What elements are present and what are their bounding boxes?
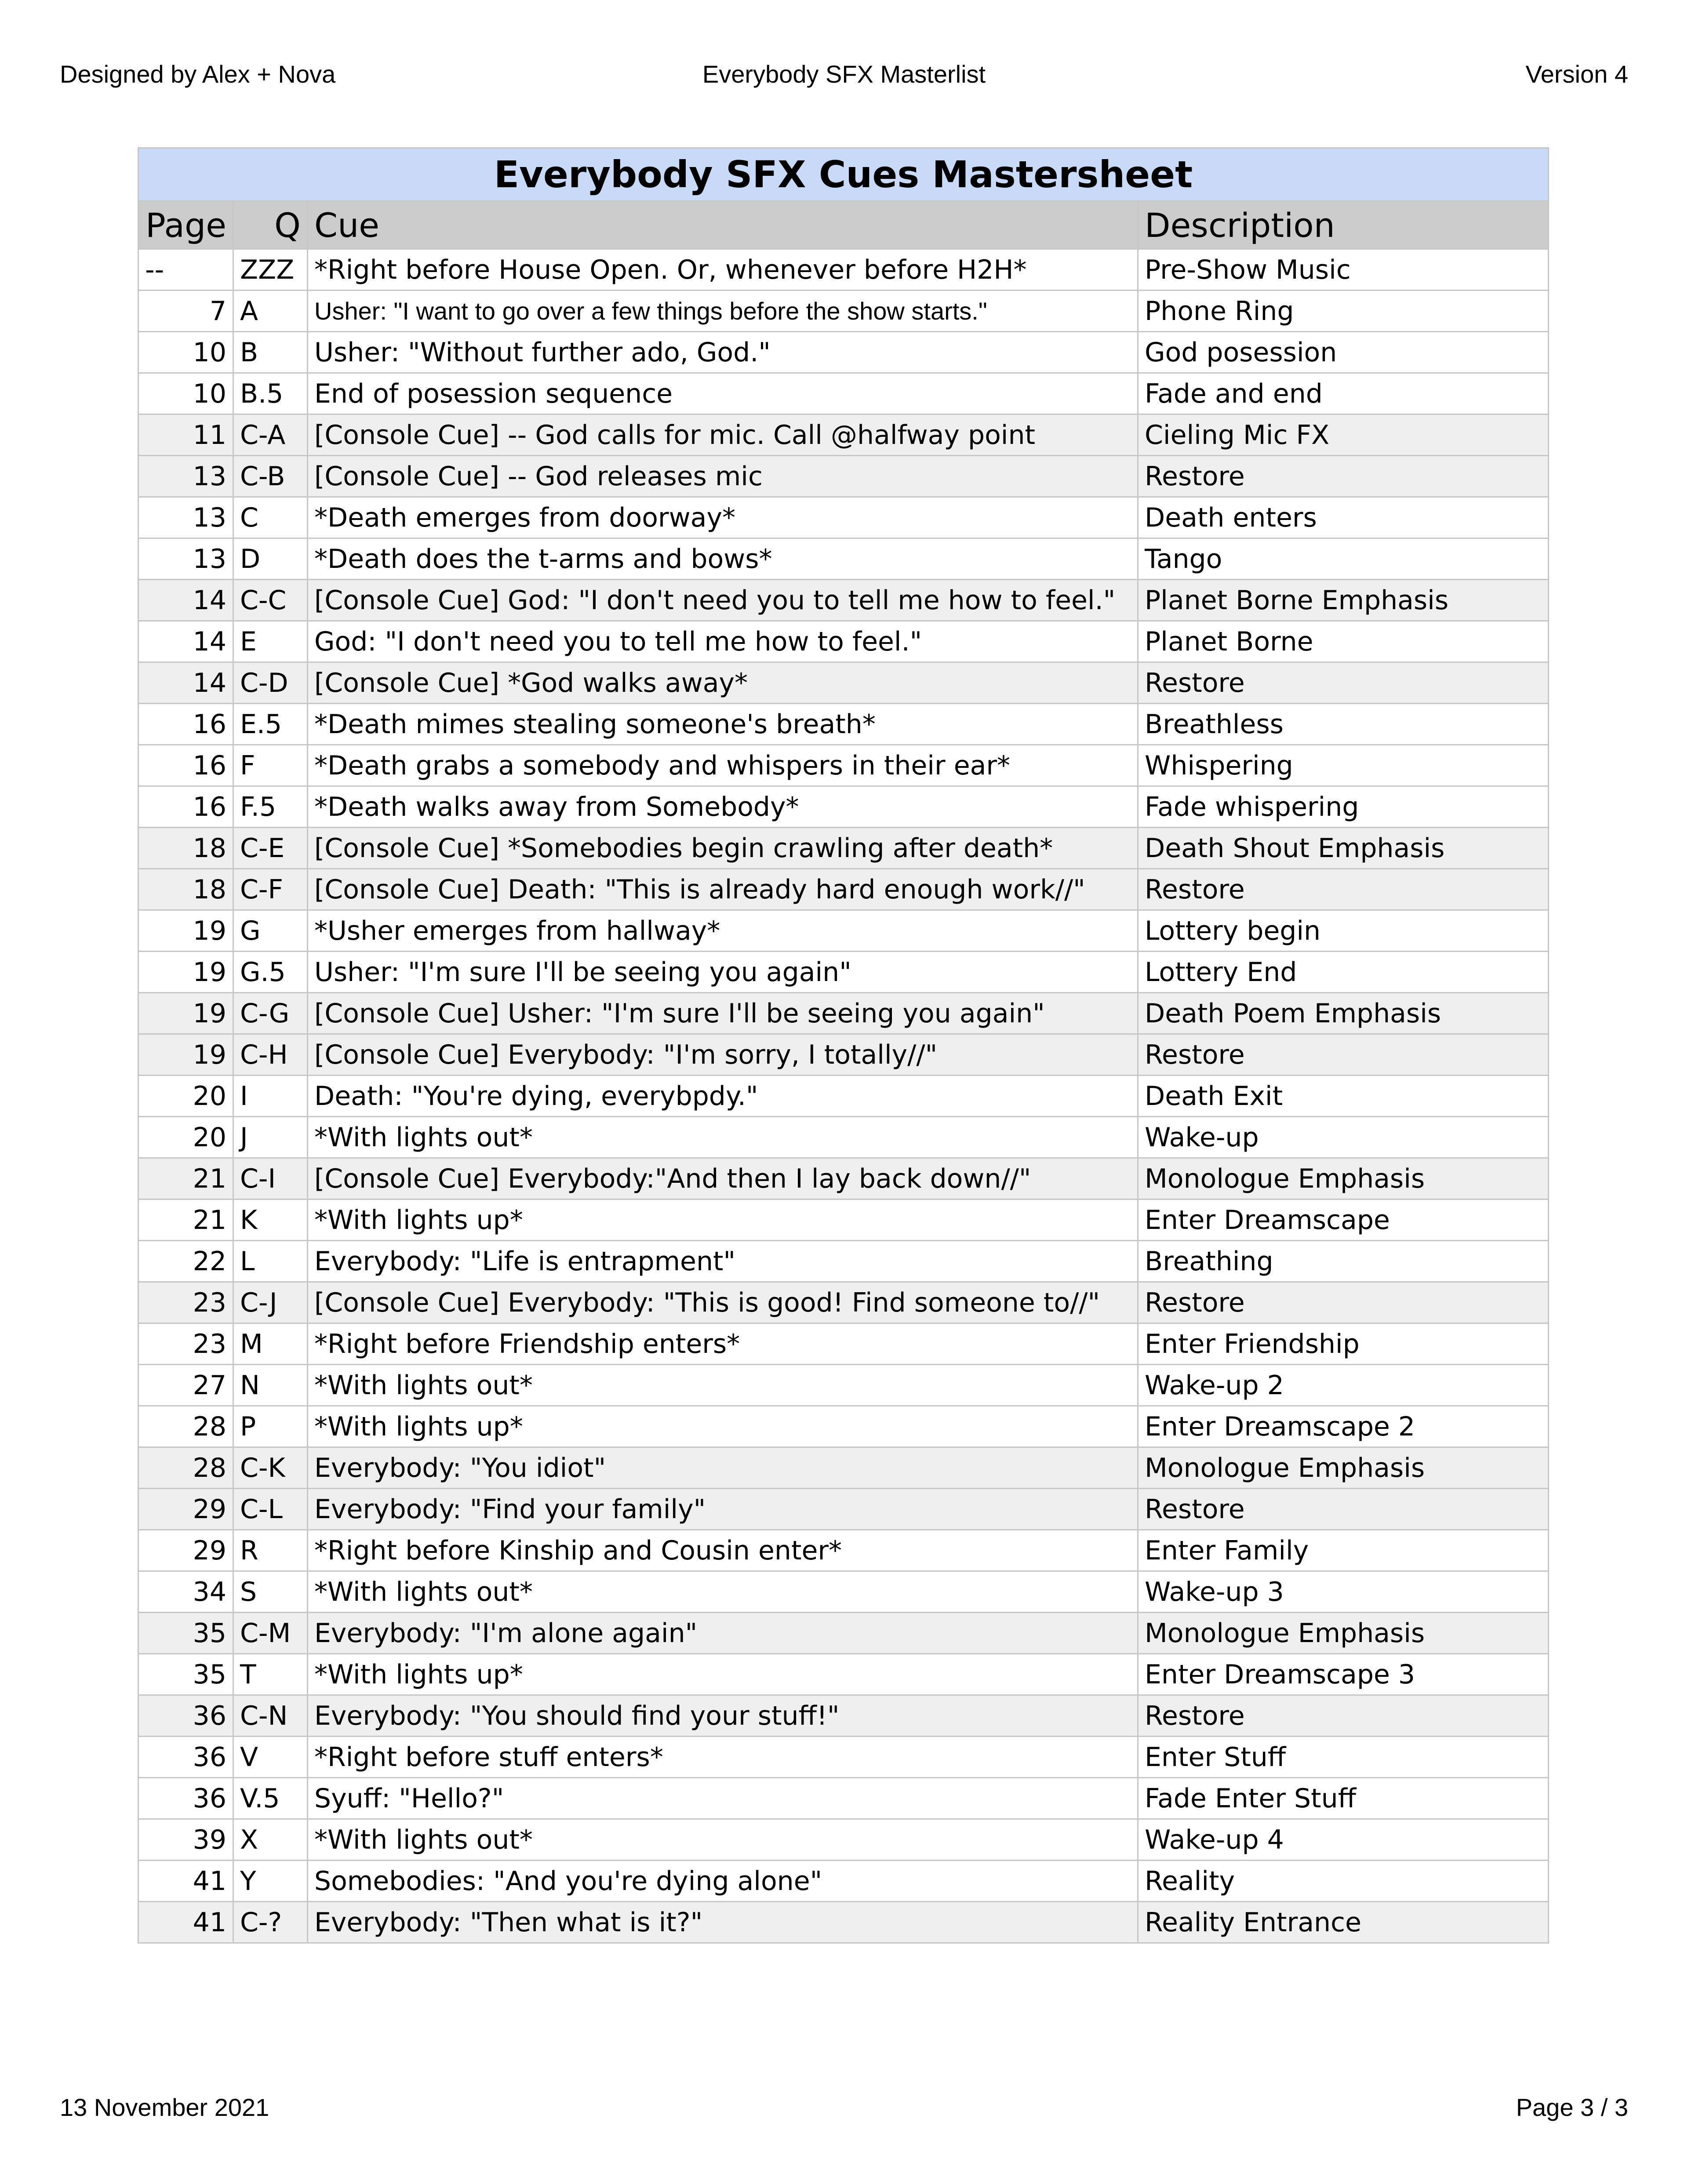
cell-cue: *Usher emerges from hallway* [308,910,1138,952]
cell-cue: *Death mimes stealing someone's breath* [308,704,1138,745]
cell-description: Breathless [1138,704,1549,745]
table-row [138,1737,1549,1778]
cell-description: Restore [1138,869,1549,910]
cell-q: Y [233,1861,308,1902]
cell-q: N [233,1365,308,1406]
table-row [138,1323,1549,1365]
table-row [138,952,1549,993]
table-row [138,662,1549,704]
cell-cue: Usher: "Without further ado, God." [308,332,1138,373]
table-row [138,456,1549,497]
cell-cue: Everybody: "Find your family" [308,1489,1138,1530]
cell-page: 20 [138,1076,233,1117]
cell-description: Breathing [1138,1241,1549,1282]
table-row [138,745,1549,786]
table-row [138,1778,1549,1819]
cell-page: 41 [138,1902,233,1943]
table-row [138,497,1549,538]
table-title: Everybody SFX Cues Mastersheet [138,148,1549,201]
cell-q: C-? [233,1902,308,1943]
cell-description: Tango [1138,538,1549,580]
cell-cue: *Death grabs a somebody and whispers in their ear* [308,745,1138,786]
cell-page: 28 [138,1406,233,1447]
cell-q: E.5 [233,704,308,745]
cell-cue: Everybody: "You should find your stuff!" [308,1695,1138,1737]
table-title-row [138,148,1549,201]
cell-q: F [233,745,308,786]
cell-description: Death enters [1138,497,1549,538]
cell-cue: Somebodies: "And you're dying alone" [308,1861,1138,1902]
cell-description: Restore [1138,1695,1549,1737]
cell-q: A [233,291,308,332]
cell-page: 18 [138,828,233,869]
cell-description: Reality Entrance [1138,1902,1549,1943]
table-row [138,1117,1549,1158]
cell-page: -- [138,249,233,291]
cell-cue: *With lights out* [308,1117,1138,1158]
cell-description: Monologue Emphasis [1138,1158,1549,1199]
cell-description: Restore [1138,1282,1549,1323]
cell-cue: *Death walks away from Somebody* [308,786,1138,828]
footer-page-number: Page 3 / 3 [1516,2093,1628,2121]
cell-q: V [233,1737,308,1778]
cell-q: C-H [233,1034,308,1076]
cell-page: 36 [138,1737,233,1778]
cell-q: C-L [233,1489,308,1530]
cell-cue: Everybody: "I'm alone again" [308,1613,1138,1654]
cell-q: B [233,332,308,373]
table-row [138,621,1549,662]
table-row [138,704,1549,745]
cell-q: D [233,538,308,580]
cell-cue: [Console Cue] Everybody: "I'm sorry, I totally//" [308,1034,1138,1076]
cell-description: Restore [1138,1489,1549,1530]
cell-description: Enter Stuff [1138,1737,1549,1778]
table-row [138,332,1549,373]
cell-cue: [Console Cue] God: "I don't need you to tell me how to feel." [308,580,1138,621]
cell-page: 19 [138,952,233,993]
cell-page: 27 [138,1365,233,1406]
cell-description: Death Poem Emphasis [1138,993,1549,1034]
cell-description: Whispering [1138,745,1549,786]
table-row [138,1489,1549,1530]
table-header-row [138,201,1549,249]
cell-cue: *Death does the t-arms and bows* [308,538,1138,580]
table-row [138,1902,1549,1943]
cell-cue: *With lights up* [308,1406,1138,1447]
cell-page: 19 [138,993,233,1034]
cell-page: 21 [138,1158,233,1199]
cell-description: Death Shout Emphasis [1138,828,1549,869]
cell-q: E [233,621,308,662]
cell-cue: [Console Cue] -- God calls for mic. Call @halfway point [308,414,1138,456]
cell-cue: [Console Cue] Everybody: "This is good! Find someone to//" [308,1282,1138,1323]
cell-description: Fade Enter Stuff [1138,1778,1549,1819]
cell-cue: Everybody: "Then what is it?" [308,1902,1138,1943]
cell-page: 28 [138,1447,233,1489]
cell-q: K [233,1199,308,1241]
cell-q: C-E [233,828,308,869]
cell-cue: Usher: "I'm sure I'll be seeing you again" [308,952,1138,993]
cell-page: 19 [138,910,233,952]
cell-q: C-D [233,662,308,704]
cell-page: 10 [138,373,233,414]
table-row [138,1695,1549,1737]
cell-page: 36 [138,1695,233,1737]
cell-q: C-K [233,1447,308,1489]
table-row [138,1571,1549,1613]
cell-q: C-N [233,1695,308,1737]
cell-page: 14 [138,662,233,704]
cell-q: C-M [233,1613,308,1654]
cell-page: 35 [138,1613,233,1654]
cell-page: 35 [138,1654,233,1695]
table-row [138,580,1549,621]
cell-page: 36 [138,1778,233,1819]
cell-cue: Usher: "I want to go over a few things before the show starts." [308,291,1138,332]
cell-description: Pre-Show Music [1138,249,1549,291]
cell-page: 39 [138,1819,233,1861]
cell-page: 16 [138,704,233,745]
cell-cue: [Console Cue] -- God releases mic [308,456,1138,497]
cell-description: Restore [1138,456,1549,497]
column-header-cue: Cue [308,201,1138,249]
cell-q: V.5 [233,1778,308,1819]
cell-cue: *With lights out* [308,1365,1138,1406]
table-row [138,1034,1549,1076]
table-row [138,1447,1549,1489]
cell-q: C-G [233,993,308,1034]
table-row [138,1819,1549,1861]
cell-cue: [Console Cue] Death: "This is already hard enough work//" [308,869,1138,910]
cell-page: 29 [138,1530,233,1571]
cell-page: 34 [138,1571,233,1613]
table-row [138,1654,1549,1695]
cell-cue: *With lights out* [308,1819,1138,1861]
cell-page: 20 [138,1117,233,1158]
cell-page: 13 [138,538,233,580]
cell-page: 21 [138,1199,233,1241]
cell-q: C-J [233,1282,308,1323]
cell-page: 13 [138,497,233,538]
cell-cue: [Console Cue] *Somebodies begin crawling after death* [308,828,1138,869]
column-header-q: Q [233,201,308,249]
cell-description: Restore [1138,662,1549,704]
footer-date: 13 November 2021 [60,2093,269,2121]
table-row [138,1365,1549,1406]
table-row [138,910,1549,952]
table-row [138,1406,1549,1447]
cell-page: 10 [138,332,233,373]
cue-table [138,147,1549,1944]
cell-description: Wake-up 2 [1138,1365,1549,1406]
cell-cue: Death: "You're dying, everybpdy." [308,1076,1138,1117]
cell-page: 41 [138,1861,233,1902]
cell-description: Planet Borne [1138,621,1549,662]
cell-cue: *Right before Friendship enters* [308,1323,1138,1365]
cell-description: Monologue Emphasis [1138,1613,1549,1654]
cell-cue: [Console Cue] Usher: "I'm sure I'll be seeing you again" [308,993,1138,1034]
cell-q: X [233,1819,308,1861]
table-row [138,786,1549,828]
column-header-description: Description [1138,201,1549,249]
table-row [138,1158,1549,1199]
cell-description: Death Exit [1138,1076,1549,1117]
cell-page: 14 [138,621,233,662]
cell-description: Wake-up 3 [1138,1571,1549,1613]
table-row [138,1282,1549,1323]
cell-description: Fade whispering [1138,786,1549,828]
cell-q: G [233,910,308,952]
table-row [138,414,1549,456]
cell-cue: *With lights out* [308,1571,1138,1613]
cell-cue: *Right before stuff enters* [308,1737,1138,1778]
cell-q: J [233,1117,308,1158]
table-row [138,1530,1549,1571]
table-row [138,828,1549,869]
cell-description: God posession [1138,332,1549,373]
cell-description: Monologue Emphasis [1138,1447,1549,1489]
table-row [138,869,1549,910]
cell-q: P [233,1406,308,1447]
cell-q: I [233,1076,308,1117]
table-row [138,1076,1549,1117]
table-row [138,1241,1549,1282]
header-version: Version 4 [1525,60,1628,88]
table-body [138,249,1549,1943]
cell-cue: Syuff: "Hello?" [308,1778,1138,1819]
cell-cue: *Right before Kinship and Cousin enter* [308,1530,1138,1571]
cell-cue: Everybody: "You idiot" [308,1447,1138,1489]
cell-description: Lottery begin [1138,910,1549,952]
cell-q: C-B [233,456,308,497]
cell-description: Enter Dreamscape 3 [1138,1654,1549,1695]
cell-cue: *Death emerges from doorway* [308,497,1138,538]
cell-description: Enter Dreamscape 2 [1138,1406,1549,1447]
cell-page: 16 [138,786,233,828]
cell-q: C-I [233,1158,308,1199]
cell-q: C-F [233,869,308,910]
cell-page: 18 [138,869,233,910]
cell-description: Enter Dreamscape [1138,1199,1549,1241]
cell-page: 13 [138,456,233,497]
cell-description: Enter Family [1138,1530,1549,1571]
table-row [138,1861,1549,1902]
cell-description: Fade and end [1138,373,1549,414]
cell-cue: Everybody: "Life is entrapment" [308,1241,1138,1282]
cell-q: G.5 [233,952,308,993]
cell-description: Phone Ring [1138,291,1549,332]
table-row [138,538,1549,580]
cell-description: Reality [1138,1861,1549,1902]
cell-page: 23 [138,1323,233,1365]
cell-q: F.5 [233,786,308,828]
table-row [138,1613,1549,1654]
cell-q: ZZZ [233,249,308,291]
cell-cue: [Console Cue] Everybody:"And then I lay back down//" [308,1158,1138,1199]
cell-q: R [233,1530,308,1571]
cell-page: 19 [138,1034,233,1076]
cell-cue: God: "I don't need you to tell me how to feel." [308,621,1138,662]
cell-page: 23 [138,1282,233,1323]
cell-cue: *With lights up* [308,1199,1138,1241]
cell-q: S [233,1571,308,1613]
cell-description: Lottery End [1138,952,1549,993]
table-row [138,249,1549,291]
cell-cue: *With lights up* [308,1654,1138,1695]
header-designer: Designed by Alex + Nova [60,60,336,88]
cell-cue: *Right before House Open. Or, whenever before H2H* [308,249,1138,291]
cell-page: 22 [138,1241,233,1282]
cell-cue: End of posession sequence [308,373,1138,414]
page-header [60,60,1628,91]
cell-q: B.5 [233,373,308,414]
table-row [138,993,1549,1034]
cell-description: Wake-up [1138,1117,1549,1158]
column-header-page: Page [138,201,233,249]
cell-description: Planet Borne Emphasis [1138,580,1549,621]
cell-q: C-A [233,414,308,456]
cell-page: 11 [138,414,233,456]
page-footer [60,2093,1628,2124]
cell-q: L [233,1241,308,1282]
cell-page: 29 [138,1489,233,1530]
cell-page: 14 [138,580,233,621]
header-document-title: Everybody SFX Masterlist [702,60,986,88]
table-row [138,1199,1549,1241]
cell-cue: [Console Cue] *God walks away* [308,662,1138,704]
table-row [138,291,1549,332]
cell-description: Restore [1138,1034,1549,1076]
cell-q: C-C [233,580,308,621]
cell-q: M [233,1323,308,1365]
table-row [138,373,1549,414]
cell-q: C [233,497,308,538]
cell-description: Enter Friendship [1138,1323,1549,1365]
cell-q: T [233,1654,308,1695]
cell-page: 16 [138,745,233,786]
cell-description: Cieling Mic FX [1138,414,1549,456]
cell-page: 7 [138,291,233,332]
cell-description: Wake-up 4 [1138,1819,1549,1861]
